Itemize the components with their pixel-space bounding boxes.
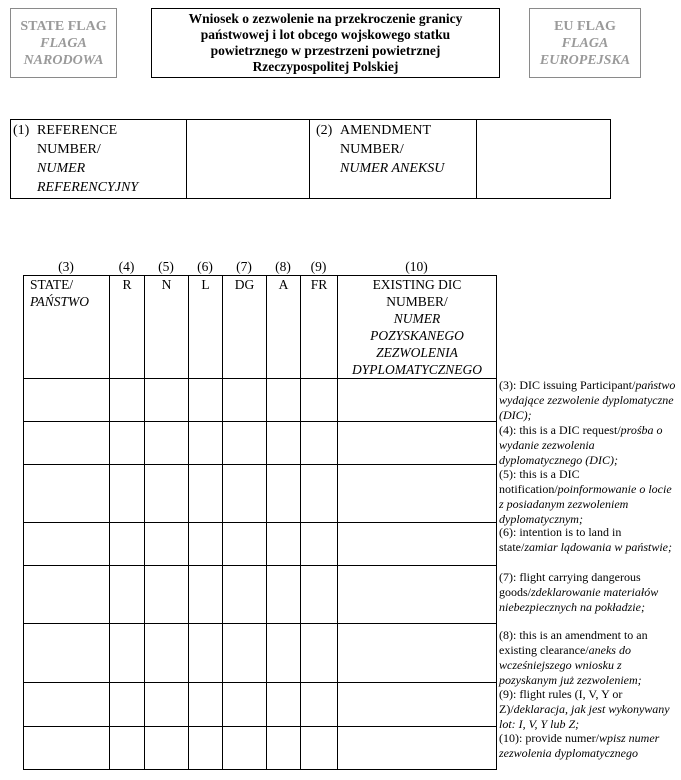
amendment-label-line-1: AMENDMENT bbox=[340, 123, 431, 138]
note-6-pl: zamiar lądowania w państwie; bbox=[524, 540, 673, 554]
cell-dic[interactable] bbox=[338, 422, 497, 465]
note-10-en: (10): provide numer/ bbox=[499, 731, 599, 745]
cell-a[interactable] bbox=[267, 566, 301, 624]
cell-dic[interactable] bbox=[338, 379, 497, 422]
note-6-en: (6): intention is to land in state/ bbox=[499, 525, 622, 554]
cell-a[interactable] bbox=[267, 523, 301, 566]
table-row bbox=[24, 465, 497, 523]
column-number-4: (4) bbox=[118, 259, 135, 274]
cell-dg[interactable] bbox=[223, 624, 267, 683]
note-5 bbox=[499, 467, 679, 525]
form-title-line-3: powietrznego w przestrzeni powietrznej bbox=[210, 43, 441, 58]
cell-fr[interactable] bbox=[301, 624, 338, 683]
header-dic-en-2: NUMBER/ bbox=[386, 294, 448, 309]
header-dic-pl-1: NUMER bbox=[393, 311, 441, 326]
cell-state[interactable] bbox=[24, 465, 110, 523]
form-title-line-2: państwowej i lot obcego wojskowego statku bbox=[200, 27, 451, 42]
state-flag-label-en: STATE FLAG bbox=[20, 18, 107, 34]
table-row bbox=[24, 624, 497, 683]
cell-dic[interactable] bbox=[338, 523, 497, 566]
cell-fr[interactable] bbox=[301, 465, 338, 523]
column-number-8: (8) bbox=[275, 259, 291, 274]
cell-n[interactable] bbox=[145, 379, 189, 422]
cell-state[interactable] bbox=[24, 422, 110, 465]
cell-r[interactable] bbox=[110, 422, 145, 465]
cell-dic[interactable] bbox=[338, 465, 497, 523]
header-fr: FR bbox=[301, 276, 338, 379]
header-state-en: STATE/ bbox=[30, 277, 74, 292]
note-8 bbox=[499, 628, 679, 687]
form-title-line-4: Rzeczypospolitej Polskiej bbox=[252, 59, 399, 74]
amendment-number-field[interactable] bbox=[477, 120, 611, 199]
header-state bbox=[24, 276, 110, 379]
column-number-3: (3) bbox=[58, 259, 74, 274]
note-9-en: (9): flight rules (I, V, Y or Z)/ bbox=[499, 687, 623, 716]
cell-n[interactable] bbox=[145, 624, 189, 683]
note-3 bbox=[499, 378, 679, 423]
header-dic-pl-4: DYPLOMATYCZNEGO bbox=[351, 362, 483, 377]
cell-dg[interactable] bbox=[223, 566, 267, 624]
header-dic-pl-2: POZYSKANEGO bbox=[370, 328, 464, 343]
note-5-en: (5): this is a DIC notification/ bbox=[499, 467, 580, 496]
state-flag-label-pl1: FLAGA bbox=[40, 35, 87, 51]
reference-field-number: (1) bbox=[13, 123, 30, 138]
header-state-pl: PAŃSTWO bbox=[30, 294, 90, 309]
table-header-row bbox=[24, 276, 497, 379]
reference-number-label-cell bbox=[11, 120, 187, 199]
cell-dic[interactable] bbox=[338, 727, 497, 770]
cell-n[interactable] bbox=[145, 727, 189, 770]
cell-dg[interactable] bbox=[223, 727, 267, 770]
note-7 bbox=[499, 570, 679, 628]
header-dg: DG bbox=[223, 276, 267, 379]
cell-fr[interactable] bbox=[301, 566, 338, 624]
cell-fr[interactable] bbox=[301, 727, 338, 770]
note-4 bbox=[499, 423, 679, 467]
cell-fr[interactable] bbox=[301, 379, 338, 422]
table-row bbox=[24, 379, 497, 422]
amendment-number-label-cell bbox=[310, 120, 477, 199]
cell-n[interactable] bbox=[145, 422, 189, 465]
table-row bbox=[24, 727, 497, 770]
reference-label-pl-2: REFERENCYJNY bbox=[37, 180, 139, 195]
cell-a[interactable] bbox=[267, 624, 301, 683]
cell-dic[interactable] bbox=[338, 566, 497, 624]
header-a: A bbox=[267, 276, 301, 379]
cell-a[interactable] bbox=[267, 465, 301, 523]
cell-r[interactable] bbox=[110, 624, 145, 683]
cell-a[interactable] bbox=[267, 727, 301, 770]
note-8-en: (8): this is an amendment to an existing clearance/ bbox=[499, 628, 648, 657]
note-10-pl: wpisz numer zezwolenia dyplomatycznego bbox=[499, 731, 660, 760]
cell-fr[interactable] bbox=[301, 422, 338, 465]
note-7-pl: zdeklarowanie materiałów niebezpiecznych na pokładzie; bbox=[499, 585, 659, 614]
header-l: L bbox=[189, 276, 223, 379]
cell-a[interactable] bbox=[267, 422, 301, 465]
clearance-table bbox=[23, 275, 497, 770]
note-4-en: (4): this is a DIC request/ bbox=[499, 423, 621, 437]
column-number-9: (9) bbox=[310, 259, 327, 274]
header-dic-pl-3: ZEZWOLENIA bbox=[376, 345, 458, 360]
cell-r[interactable] bbox=[110, 727, 145, 770]
note-8-pl: aneks do wcześniejszego wniosku z pozyskanym już zezwoleniem; bbox=[499, 643, 642, 687]
cell-state[interactable] bbox=[24, 566, 110, 624]
cell-fr[interactable] bbox=[301, 523, 338, 566]
cell-a[interactable] bbox=[267, 379, 301, 422]
cell-l[interactable] bbox=[189, 566, 223, 624]
cell-r[interactable] bbox=[110, 566, 145, 624]
note-4-pl: prośba o wydanie zezwolenia dyplomatycznego (DIC); bbox=[499, 423, 663, 467]
note-9 bbox=[499, 687, 679, 731]
eu-flag-placeholder bbox=[529, 8, 641, 78]
cell-dg[interactable] bbox=[223, 683, 267, 727]
cell-r[interactable] bbox=[110, 683, 145, 727]
cell-l[interactable] bbox=[189, 523, 223, 566]
form-title-line-1: Wniosek o zezwolenie na przekroczenie granicy bbox=[188, 11, 463, 26]
note-7-en: (7): flight carrying dangerous goods/ bbox=[499, 570, 641, 599]
note-10 bbox=[499, 731, 679, 761]
amendment-label-line-2: NUMBER/ bbox=[340, 142, 404, 157]
cell-state[interactable] bbox=[24, 523, 110, 566]
column-number-6: (6) bbox=[197, 259, 213, 274]
reference-label-line-1: REFERENCE bbox=[37, 123, 118, 138]
reference-label-pl-1: NUMER bbox=[37, 161, 86, 176]
eu-flag-label-pl2: EUROPEJSKA bbox=[539, 52, 631, 68]
amendment-field-number: (2) bbox=[316, 123, 333, 138]
table-row bbox=[24, 566, 497, 624]
state-flag-placeholder bbox=[10, 8, 117, 78]
cell-l[interactable] bbox=[189, 624, 223, 683]
cell-l[interactable] bbox=[189, 379, 223, 422]
cell-l[interactable] bbox=[189, 422, 223, 465]
cell-state[interactable] bbox=[24, 624, 110, 683]
cell-l[interactable] bbox=[189, 683, 223, 727]
reference-number-field[interactable] bbox=[187, 120, 310, 199]
column-number-5: (5) bbox=[158, 259, 174, 274]
reference-amendment-table bbox=[10, 119, 611, 199]
form-title bbox=[189, 11, 463, 75]
cell-state[interactable] bbox=[24, 727, 110, 770]
cell-n[interactable] bbox=[145, 683, 189, 727]
amendment-label-pl-1: NUMER ANEKSU bbox=[340, 161, 445, 176]
cell-l[interactable] bbox=[189, 727, 223, 770]
state-flag-label-pl2: NARODOWA bbox=[23, 52, 104, 68]
column-number-7: (7) bbox=[236, 259, 252, 274]
note-9-pl: deklaracja, jak jest wykonywany lot: I, V, Y lub Z; bbox=[499, 702, 670, 731]
header-dic-en-1: EXISTING DIC bbox=[372, 277, 462, 292]
header-r: R bbox=[110, 276, 145, 379]
note-3-pl: państwo wydające zezwolenie dyplomatyczne (DIC); bbox=[499, 378, 676, 422]
eu-flag-label-en: EU FLAG bbox=[554, 18, 616, 34]
note-3-en: (3): DIC issuing Participant/ bbox=[499, 378, 636, 392]
cell-dg[interactable] bbox=[223, 465, 267, 523]
cell-dg[interactable] bbox=[223, 379, 267, 422]
cell-dic[interactable] bbox=[338, 624, 497, 683]
note-5-pl: poinformowanie o locie z posiadanym zezwoleniem dyplomatycznym; bbox=[499, 482, 672, 526]
cell-r[interactable] bbox=[110, 523, 145, 566]
cell-r[interactable] bbox=[110, 465, 145, 523]
table-row bbox=[24, 422, 497, 465]
header-n: N bbox=[145, 276, 189, 379]
cell-n[interactable] bbox=[145, 523, 189, 566]
cell-dg[interactable] bbox=[223, 523, 267, 566]
cell-dg[interactable] bbox=[223, 422, 267, 465]
column-notes bbox=[499, 378, 679, 761]
eu-flag-label-pl1: FLAGA bbox=[561, 35, 609, 51]
cell-state[interactable] bbox=[24, 379, 110, 422]
cell-l[interactable] bbox=[189, 465, 223, 523]
cell-n[interactable] bbox=[145, 566, 189, 624]
header-existing-dic bbox=[338, 276, 497, 379]
cell-fr[interactable] bbox=[301, 683, 338, 727]
note-6 bbox=[499, 525, 679, 570]
cell-dic[interactable] bbox=[338, 683, 497, 727]
cell-r[interactable] bbox=[110, 379, 145, 422]
cell-a[interactable] bbox=[267, 683, 301, 727]
cell-n[interactable] bbox=[145, 465, 189, 523]
table-row bbox=[24, 683, 497, 727]
cell-state[interactable] bbox=[24, 683, 110, 727]
column-number-10: (10) bbox=[405, 259, 428, 274]
form-title-box bbox=[151, 8, 500, 78]
table-row bbox=[24, 523, 497, 566]
reference-label-line-2: NUMBER/ bbox=[37, 142, 101, 157]
